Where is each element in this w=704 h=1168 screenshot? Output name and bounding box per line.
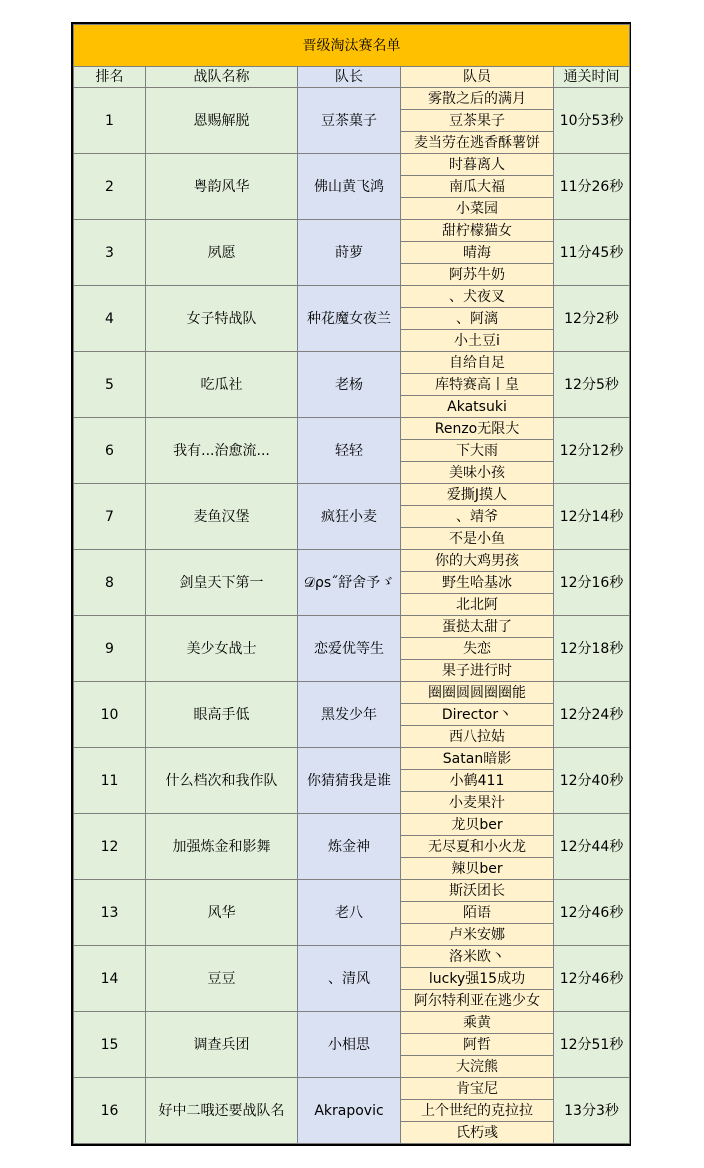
member-cell: 甜柠檬猫女 (401, 220, 554, 242)
member-cell: 小菜园 (401, 198, 554, 220)
table-title: 晋级淘汰赛名单 (74, 25, 630, 67)
rank-cell: 8 (74, 550, 146, 616)
clear-time-cell: 13分3秒 (554, 1078, 630, 1144)
table-row (74, 814, 630, 836)
clear-time-cell: 12分24秒 (554, 682, 630, 748)
member-cell: 龙贝ber (401, 814, 554, 836)
team-name-cell: 眼高手低 (146, 682, 298, 748)
member-cell: 失恋 (401, 638, 554, 660)
member-cell: 小鹤411 (401, 770, 554, 792)
clear-time-cell: 11分45秒 (554, 220, 630, 286)
table-row (74, 88, 630, 110)
team-name-cell: 加强炼金和影舞 (146, 814, 298, 880)
rank-cell: 16 (74, 1078, 146, 1144)
team-name-cell: 风华 (146, 880, 298, 946)
table-row (74, 550, 630, 572)
member-cell: 洛米欧丶 (401, 946, 554, 968)
table-row (74, 880, 630, 902)
team-name-cell: 美少女战士 (146, 616, 298, 682)
captain-cell: 小相思 (298, 1012, 401, 1078)
member-cell: 不是小鱼 (401, 528, 554, 550)
member-cell: 南瓜大福 (401, 176, 554, 198)
captain-cell: 黑发少年 (298, 682, 401, 748)
clear-time-cell: 11分26秒 (554, 154, 630, 220)
member-cell: 阿苏牛奶 (401, 264, 554, 286)
captain-cell: 你猜猜我是谁 (298, 748, 401, 814)
table-row (74, 220, 630, 242)
member-cell: 阿哲 (401, 1034, 554, 1056)
team-name-cell: 什么档次和我作队 (146, 748, 298, 814)
rank-cell: 1 (74, 88, 146, 154)
member-cell: 、犬夜叉 (401, 286, 554, 308)
captain-cell: 种花魔女夜兰 (298, 286, 401, 352)
title-row (74, 25, 630, 67)
member-cell: 西八拉姑 (401, 726, 554, 748)
table-row (74, 418, 630, 440)
captain-cell: 𝒟ρs˝舒舍予ゞ (298, 550, 401, 616)
header-captain: 队长 (298, 67, 401, 88)
team-name-cell: 豆豆 (146, 946, 298, 1012)
clear-time-cell: 12分5秒 (554, 352, 630, 418)
captain-cell: 老杨 (298, 352, 401, 418)
captain-cell: 豆茶菓子 (298, 88, 401, 154)
clear-time-cell: 12分51秒 (554, 1012, 630, 1078)
table-row (74, 352, 630, 374)
member-cell: lucky强15成功 (401, 968, 554, 990)
clear-time-cell: 10分53秒 (554, 88, 630, 154)
rank-cell: 4 (74, 286, 146, 352)
member-cell: 大浣熊 (401, 1056, 554, 1078)
team-name-cell: 剑皇天下第一 (146, 550, 298, 616)
member-cell: 圈圈圆圆圈圈能 (401, 682, 554, 704)
header-members: 队员 (401, 67, 554, 88)
header-team-name: 战队名称 (146, 67, 298, 88)
member-cell: 氏朽彧 (401, 1122, 554, 1144)
member-cell: 卢米安娜 (401, 924, 554, 946)
table-row (74, 154, 630, 176)
member-cell: 你的大鸡男孩 (401, 550, 554, 572)
spreadsheet (71, 22, 631, 1146)
table-row (74, 1012, 630, 1034)
rank-cell: 13 (74, 880, 146, 946)
team-name-cell: 粤韵风华 (146, 154, 298, 220)
member-cell: 无尽夏和小火龙 (401, 836, 554, 858)
table-row (74, 748, 630, 770)
member-cell: 蛋挞太甜了 (401, 616, 554, 638)
header-clear-time: 通关时间 (554, 67, 630, 88)
member-cell: Director丶 (401, 704, 554, 726)
member-cell: 小土豆i (401, 330, 554, 352)
clear-time-cell: 12分44秒 (554, 814, 630, 880)
rank-cell: 6 (74, 418, 146, 484)
member-cell: 阿尔特利亚在逃少女 (401, 990, 554, 1012)
clear-time-cell: 12分14秒 (554, 484, 630, 550)
table-row (74, 484, 630, 506)
member-cell: 肯宝尼 (401, 1078, 554, 1100)
member-cell: 北北阿 (401, 594, 554, 616)
team-name-cell: 好中二哦还要战队名 (146, 1078, 298, 1144)
rank-cell: 3 (74, 220, 146, 286)
member-cell: 、阿漓 (401, 308, 554, 330)
rank-cell: 2 (74, 154, 146, 220)
table-body (74, 88, 630, 1144)
member-cell: 乘黄 (401, 1012, 554, 1034)
rank-cell: 14 (74, 946, 146, 1012)
member-cell: Satan暗影 (401, 748, 554, 770)
member-cell: 爱撕J摸人 (401, 484, 554, 506)
member-cell: 晴海 (401, 242, 554, 264)
member-cell: 美味小孩 (401, 462, 554, 484)
captain-cell: 疯狂小麦 (298, 484, 401, 550)
clear-time-cell: 12分16秒 (554, 550, 630, 616)
rank-cell: 5 (74, 352, 146, 418)
ranking-table (73, 24, 630, 1144)
clear-time-cell: 12分40秒 (554, 748, 630, 814)
captain-cell: 莳萝 (298, 220, 401, 286)
header-rank: 排名 (74, 67, 146, 88)
captain-cell: 炼金神 (298, 814, 401, 880)
table-row (74, 682, 630, 704)
team-name-cell: 夙愿 (146, 220, 298, 286)
captain-cell: Akrapovic (298, 1078, 401, 1144)
member-cell: 下大雨 (401, 440, 554, 462)
member-cell: 野生哈基冰 (401, 572, 554, 594)
member-cell: 果子进行时 (401, 660, 554, 682)
clear-time-cell: 12分2秒 (554, 286, 630, 352)
captain-cell: 老八 (298, 880, 401, 946)
table-row (74, 946, 630, 968)
member-cell: Akatsuki (401, 396, 554, 418)
member-cell: 麦当劳在逃香酥薯饼 (401, 132, 554, 154)
member-cell: 时暮离人 (401, 154, 554, 176)
team-name-cell: 吃瓜社 (146, 352, 298, 418)
clear-time-cell: 12分46秒 (554, 880, 630, 946)
member-cell: 自给自足 (401, 352, 554, 374)
member-cell: 库特赛高丨皇 (401, 374, 554, 396)
captain-cell: 恋爱优等生 (298, 616, 401, 682)
captain-cell: 、清风 (298, 946, 401, 1012)
rank-cell: 10 (74, 682, 146, 748)
member-cell: 豆茶果子 (401, 110, 554, 132)
rank-cell: 11 (74, 748, 146, 814)
clear-time-cell: 12分12秒 (554, 418, 630, 484)
table-row (74, 286, 630, 308)
member-cell: 斯沃团长 (401, 880, 554, 902)
member-cell: 、靖爷 (401, 506, 554, 528)
rank-cell: 7 (74, 484, 146, 550)
clear-time-cell: 12分18秒 (554, 616, 630, 682)
member-cell: 上个世纪的克拉拉 (401, 1100, 554, 1122)
member-cell: 雾散之后的满月 (401, 88, 554, 110)
rank-cell: 9 (74, 616, 146, 682)
team-name-cell: 麦鱼汉堡 (146, 484, 298, 550)
clear-time-cell: 12分46秒 (554, 946, 630, 1012)
header-row (74, 67, 630, 88)
rank-cell: 12 (74, 814, 146, 880)
member-cell: 辣贝ber (401, 858, 554, 880)
rank-cell: 15 (74, 1012, 146, 1078)
table-row (74, 616, 630, 638)
team-name-cell: 我有...治愈流... (146, 418, 298, 484)
member-cell: Renzo无限大 (401, 418, 554, 440)
member-cell: 陌语 (401, 902, 554, 924)
team-name-cell: 调查兵团 (146, 1012, 298, 1078)
member-cell: 小麦果汁 (401, 792, 554, 814)
team-name-cell: 女子特战队 (146, 286, 298, 352)
team-name-cell: 恩赐解脱 (146, 88, 298, 154)
captain-cell: 轻轻 (298, 418, 401, 484)
table-row (74, 1078, 630, 1100)
captain-cell: 佛山黄飞鸿 (298, 154, 401, 220)
